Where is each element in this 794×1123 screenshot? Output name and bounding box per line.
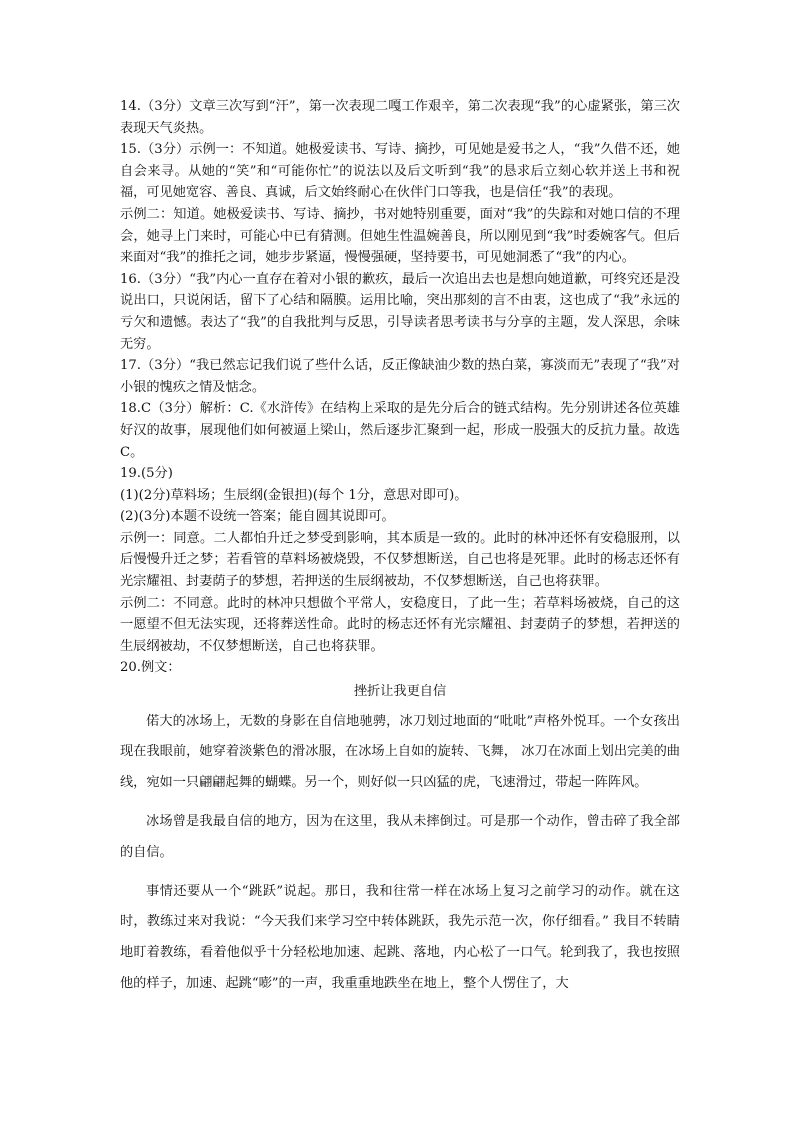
answer-16: 16.（3分）“我”内心一直存在着对小银的歉疚，最后一次追出去也是想向她道歉，可终究还是没说出口，只说闲话，留下了心结和隔膜。运用比喻，突出那刻的言不由衷，这也成了“我”永远的亏欠和遗憾。表达了“我”的自我批判与反思，引导读者思考读书与分享的主题，发人深思，余味无穷。 <box>120 271 680 352</box>
answer-19-part-1: (1)(2分)草料场；生辰纲(金银担)(每个 1分，意思对即可)。 <box>120 487 468 503</box>
document-page <box>120 96 680 1000</box>
answer-20-heading: 20.例文： <box>120 660 181 676</box>
sample-essay <box>120 681 680 1000</box>
answer-19-example-1: 示例一：同意。二人都怕升迁之梦受到影响，其本质是一致的。此时的林冲还怀有安稳服刑，以后慢慢升迁之梦；若看管的草料场被烧毁，不仅梦想断送，自己也将是死罪。此时的杨志还怀有光宗耀祖、封妻荫子的梦想，若押送的生辰纲被劫，不仅梦想断送，自己也将获罪。 <box>120 530 680 590</box>
answer-19-heading: 19.(5分) <box>120 466 173 482</box>
essay-paragraph: 事情还要从一个“跳跃”说起。那日，我和往常一样在冰场上复习之前学习的动作。就在这时，教练过来对我说：“今天我们来学习空中转体跳跃，我先示范一次，你仔细看。” 我目不转睛地盯着教练，看着他似乎十分轻松地加速、起跳、落地，内心松了一口气。轮到我了，我也按照他的样子，加速、起跳“嘭”的一声，我重重地跌坐在地上，整个人愣住了，大 <box>120 883 680 991</box>
answer-19-example-2: 示例二：不同意。此时的林冲只想做个平常人，安稳度日，了此一生；若草料场被烧，自己的这一愿望不但无法实现，还将葬送性命。此时的杨志还怀有光宗耀祖、封妻荫子的梦想，若押送的生辰纲被劫，不仅梦想断送，自己也将获罪。 <box>120 595 680 654</box>
answer-15-example-2: 示例二：知道。她极爱读书、写诗、摘抄，书对她特别重要，面对“我”的失踪和对她口信的不理会，她寻上门来时，可能心中已有猜测。但她生性温婉善良，所以刚见到“我”时委婉客气。但后来面对“我”的推托之词，她步步紧逼，慢慢强硬，坚持要书，可见她洞悉了“我”的内心。 <box>120 206 680 266</box>
answer-17: 17.（3分）“我已然忘记我们说了些什么话，反正像缺油少数的热白菜，寡淡而无”表现了“我”对小银的愧疚之情及惦念。 <box>120 358 680 395</box>
answer-14: 14.（3分）文章三次写到“汗”，第一次表现二嘎工作艰辛，第二次表现“我”的心虚紧张，第三次表现天气炎热。 <box>120 99 680 136</box>
essay-paragraph: 冰场曾是我最自信的地方，因为在这里，我从未摔倒过。可是那一个动作，曾击碎了我全部的自信。 <box>120 814 680 860</box>
answer-19-part-2: (2)(3分)本题不设统一答案；能自圆其说即可。 <box>120 509 395 525</box>
answer-18: 18.C（3分）解析：C.《水浒传》在结构上采取的是先分后合的链式结构。先分别讲述各位英雄好汉的故事，展现他们如何被逼上梁山，然后逐步汇聚到一起，形成一股强大的反抗力量。故选 C。 <box>120 401 680 460</box>
answer-key <box>120 96 680 679</box>
essay-title: 挫折让我更自信 <box>353 684 447 700</box>
answer-15-example-1: 15.（3分）示例一：不知道。她极爱读书、写诗、摘抄，可见她是爱书之人，“我”久借不还，她自会来寻。从她的“笑”和“可能你忙”的说法以及后文听到“我”的恳求后立刻心软并送上书和祝福，可见她宽容、善良、真诚，后文始终耐心在伙伴门口等我，也是信任“我”的表现。 <box>120 142 680 201</box>
essay-paragraph: 偌大的冰场上，无数的身影在自信地驰骋，冰刀划过地面的“吡吡”声格外悦耳。一个女孩出现在我眼前，她穿着淡紫色的滑冰服，在冰场上自如的旋转、飞舞， 冰刀在冰面上划出完美的曲线，宛如一只翩翩起舞的蝴蝶。另一个，则好似一只凶猛的虎，飞速滑过，带起一阵阵风。 <box>120 713 680 791</box>
